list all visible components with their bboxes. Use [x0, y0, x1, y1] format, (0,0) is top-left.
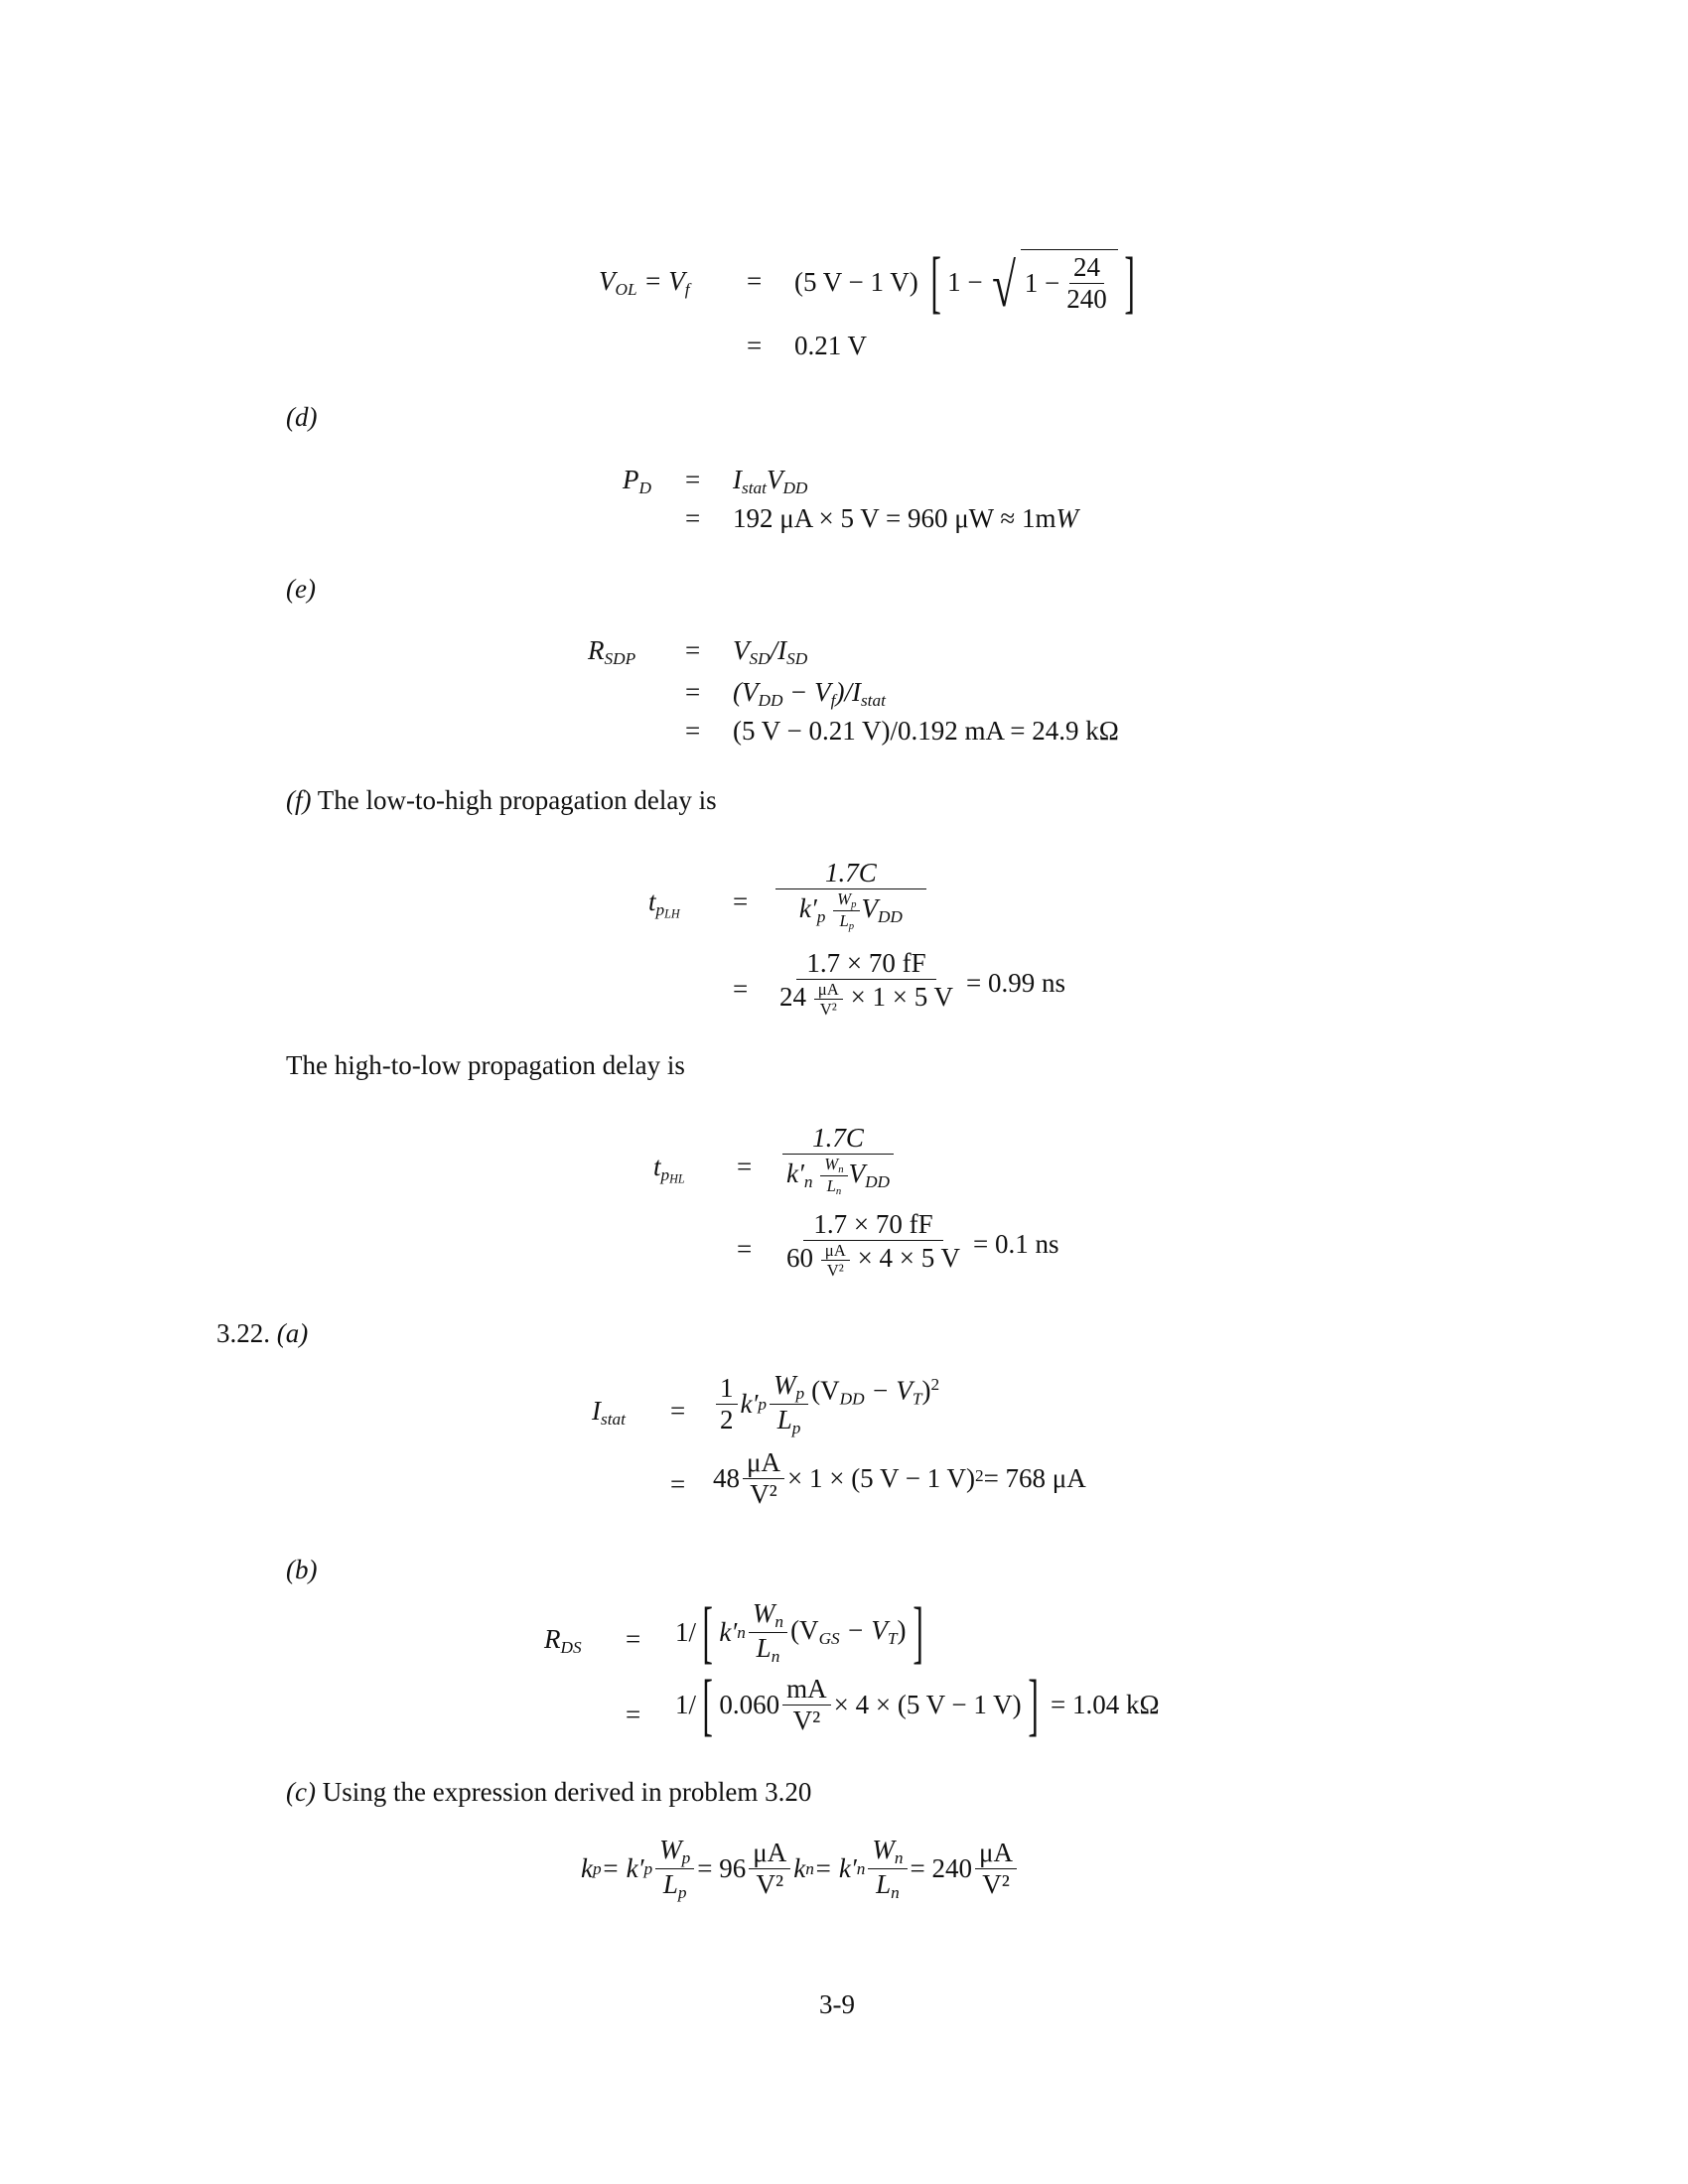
eq-rds-rel: = — [626, 1624, 641, 1654]
eq-tphl-rel2: = — [737, 1234, 753, 1264]
eq-tphl-frac2: 1.7 × 70 fF 60 $\frac{\mu A}{\text{V²}}$ × 4 × 5 V = 0.1 ns — [786, 1209, 1059, 1281]
eq-tphl-frac1: 1.7C $k'_n$ $\frac{W_n}{L_n}$ $V_{DD}$ — [779, 1123, 897, 1198]
eq-tplh-frac2: 1.7 × 70 fF 24 $\frac{\mu A}{\text{V²}}$ × 1 × 5 V = 0.99 ns — [779, 948, 1066, 1020]
eq-tphl-rel: = — [737, 1152, 753, 1181]
eq-tphl-lhs: $t_{pHL}$ — [653, 1152, 685, 1186]
eq-vol-rel2: = — [747, 331, 763, 360]
eq-tplh-rel2: = — [733, 974, 749, 1004]
part-b-label: (b) — [286, 1555, 318, 1584]
eq-kp: k p = k′ p $\frac{W_p}{L_p}$ = 96 $\frac{\mu A}{\text{V²}}$ k n = k′ n $\frac{W_n}{L_n}$ = 240 $\frac{\mu A}{\text{V²}}$ — [581, 1835, 1020, 1902]
eq-rsdp-rel3: = — [685, 716, 701, 746]
eq-istat-lhs: $I_{stat}$ — [592, 1396, 626, 1429]
eq-vol-rhs1: (5 V − 1 V) [ 1 − √ 1 − $\frac{24}{240}$ ] — [794, 242, 1135, 321]
eq-rds-rhs2: 1/ [ 0.060 $\frac{mA}{\text{V²}}$ × 4 × (5 V − 1 V) ] = 1.04 kΩ — [675, 1666, 1160, 1744]
eq-tplh-lhs: $t_{pLH}$ — [648, 887, 680, 921]
part-e-label: (e) — [286, 574, 316, 604]
text-high-to-low: The high-to-low propagation delay is — [286, 1050, 685, 1080]
page-number: 3-9 — [819, 1989, 855, 2019]
eq-rsdp-rel2: = — [685, 677, 701, 707]
part-c-text: (c) Using the expression derived in problem 3.20 — [286, 1777, 812, 1807]
eq-rsdp-rhs3: (5 V − 0.21 V)/0.192 mA = 24.9 kΩ — [733, 716, 1119, 746]
eq-vol-rel: = — [747, 266, 763, 296]
eq-istat-rhs2: 48 $\frac{\mu A}{\text{V²}}$ × 1 × (5 V − 1 V) 2 = 768 μA — [713, 1447, 1086, 1510]
eq-rds-rhs1: 1/ [ k′ n $\frac{W_n}{L_n}$ $(V_{GS} - V_T)$ ] — [675, 1593, 923, 1672]
eq-rsdp-rhs1: $V_{SD}/I_{SD}$ — [733, 635, 808, 668]
part-f-text: (f) The low-to-high propagation delay is — [286, 785, 717, 815]
eq-istat-rel: = — [670, 1396, 686, 1426]
part-d-label: (d) — [286, 402, 318, 432]
eq-istat-rel2: = — [670, 1469, 686, 1499]
eq-rsdp-lhs: $R_{SDP}$ — [588, 635, 636, 668]
eq-pd-lhs: $P_D$ — [623, 465, 651, 497]
eq-rds-lhs: $R_{DS}$ — [544, 1624, 582, 1657]
eq-rsdp-rhs2: $(V_{DD} - V_f)/I_{stat}$ — [733, 677, 886, 710]
eq-tplh-rel: = — [733, 887, 749, 916]
eq-vol-lhs: $V_{OL} = V_f$ — [599, 266, 690, 299]
eq-pd-rel2: = — [685, 503, 701, 533]
eq-istat-rhs1: $\frac{1}{2}$ k′ p $\frac{W_p}{L_p}$ $(V_{DD} - V_T)^2$ — [713, 1370, 939, 1437]
eq-tplh-frac1: 1.7C $k'_p$ $\frac{W_p}{L_p}$ $V_{DD}$ — [773, 858, 929, 933]
eq-pd-rhs1: $I_{stat}V_{DD}$ — [733, 465, 808, 497]
eq-pd-rhs2: 192 μA × 5 V = 960 μW ≈ 1mW — [733, 503, 1079, 533]
eq-pd-rel: = — [685, 465, 701, 494]
eq-vol-rhs2: 0.21 V — [794, 331, 868, 360]
eq-rds-rel2: = — [626, 1700, 641, 1729]
eq-rsdp-rel: = — [685, 635, 701, 665]
problem-number: 3.22. (a) — [216, 1318, 309, 1348]
